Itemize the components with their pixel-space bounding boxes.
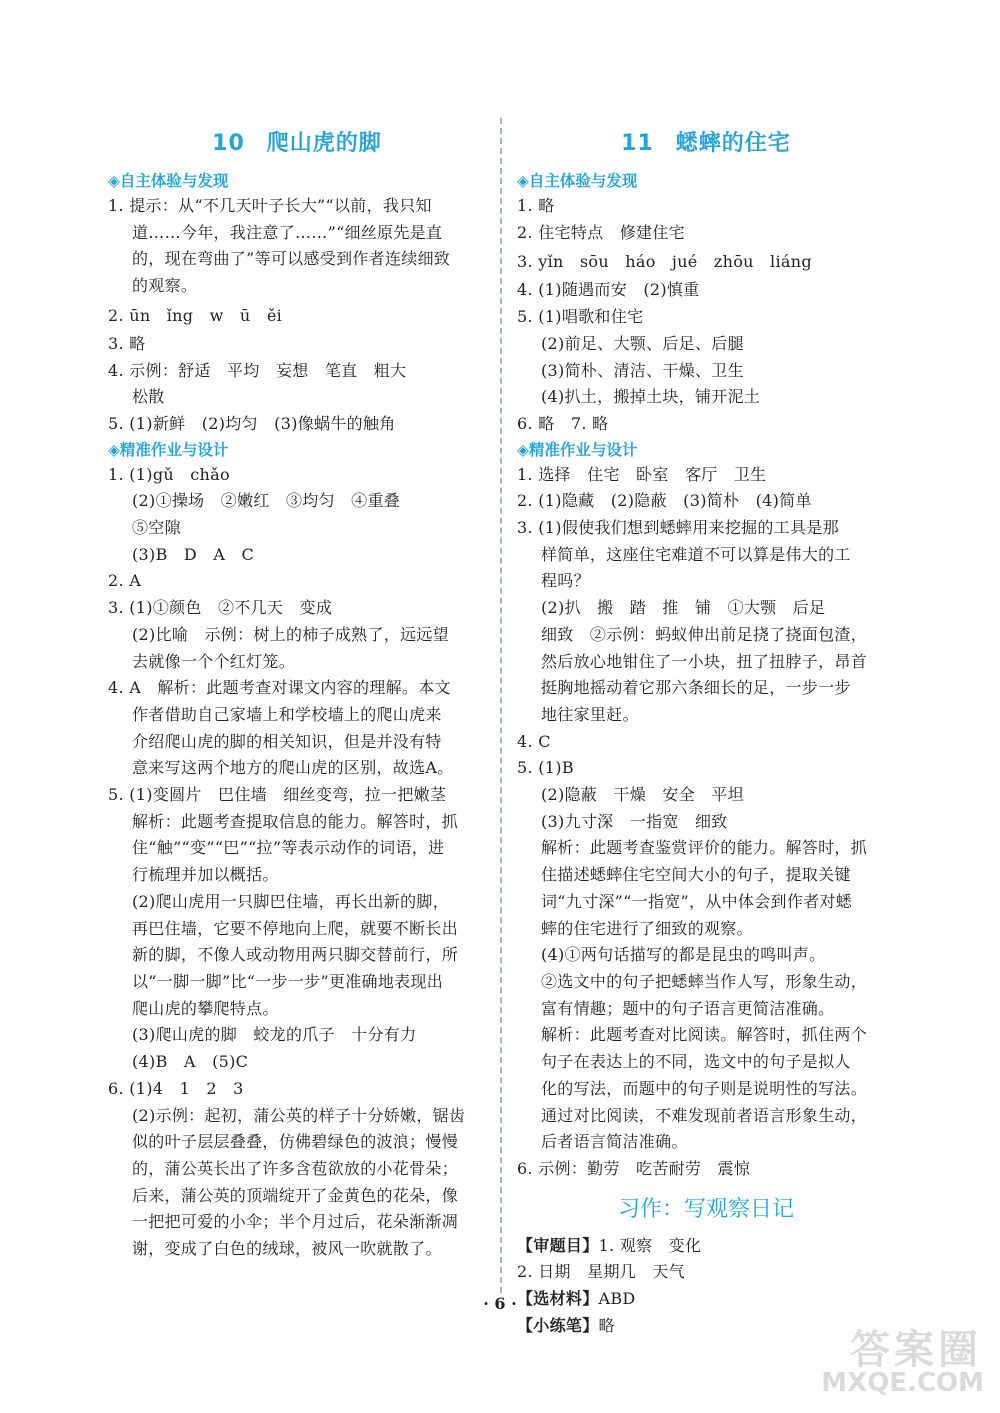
writing-answer-line	[517, 1233, 895, 1260]
section-heading: ◈自主体验与发现	[108, 172, 229, 190]
right-answers	[517, 169, 895, 1183]
answer-line: 样简单，这座住宅难道不可以算是伟大的工	[541, 544, 851, 564]
answer-line: (2)示例：起初，蒲公英的样子十分娇嫩，锯齿	[132, 1105, 466, 1125]
answer-line: 6. 示例：勤劳 吃苦耐劳 震惊	[517, 1158, 751, 1178]
answer-line: (3)九寸深 一指宽 细致	[541, 811, 728, 831]
answer-line: 解析：此题考查鉴赏评价的能力。解答时，抓	[541, 838, 868, 858]
watermark-site-text: MXQE.COM	[821, 1368, 984, 1398]
answer-line: ②选文中的句子把蟋蟀当作人写，形象生动，	[541, 971, 868, 991]
answer-line: 介绍爬山虎的脚的相关知识，但是并没有特	[132, 731, 442, 751]
right-lesson-number: 11	[621, 131, 654, 156]
answer-line: (2)扒 搬 踏 推 铺 ①大颚 后足	[541, 598, 826, 618]
answer-line: 似的叶子层层叠叠，仿佛碧绿色的波浪；慢慢	[132, 1132, 459, 1152]
section-heading: ◈精准作业与设计	[517, 440, 638, 459]
answer-line: (4)①两句话描写的都是昆虫的鸣叫声。	[541, 945, 826, 965]
answer-line: 2. ūn ǐng w ū ěi	[108, 305, 283, 325]
answer-line: 然后放心地钳住了一小块，扭了扭脖子，昂首	[541, 651, 868, 671]
answer-line: 6. (1)4 1 2 3	[108, 1078, 244, 1098]
watermark-logo-text: 答案圈	[850, 1327, 982, 1373]
answer-line: (4)B A (5)C	[132, 1052, 249, 1072]
answer-line: 蟀的住宅进行了细致的观察。	[541, 918, 753, 938]
answer-line: 5. (1)B	[517, 758, 574, 778]
answer-line: 的观察。	[132, 276, 198, 296]
writing-answer-text: 1. 观察 变化	[598, 1235, 702, 1255]
left-lesson-number: 10	[212, 131, 245, 156]
answer-line: 的，蒲公英长出了许多含苞欲放的小花骨朵；	[132, 1158, 459, 1178]
answer-line: 新的脚，不像人或动物用两只脚交替前行，所	[132, 945, 459, 965]
answer-line: 地往家里赶。	[541, 704, 639, 724]
answer-line: (2)①操场 ②嫩红 ③均匀 ④重叠	[132, 491, 401, 511]
left-column	[108, 125, 486, 1263]
answer-line: 再巴住墙，它要不停地向上爬，就要不断长出	[132, 918, 459, 938]
answer-line: 谢，变成了白色的绒球，被风一吹就散了。	[132, 1239, 442, 1259]
answer-line: (3)爬山虎的脚 蛟龙的爪子 十分有力	[132, 1025, 417, 1045]
answer-line: 一把把可爱的小伞；半个月过后，花朵渐渐凋	[132, 1212, 459, 1232]
answer-line: 4. A 解析：此题考查对课文内容的理解。本文	[108, 678, 451, 698]
section-heading: ◈精准作业与设计	[108, 440, 229, 459]
answer-line: 3. (1)假使我们想到蟋蟀用来挖掘的工具是那	[517, 518, 839, 538]
answer-line: (2)隐蔽 干燥 安全 平坦	[541, 785, 744, 805]
answer-line: ⑤空隙	[132, 518, 181, 538]
answer-line: 1. 选择 住宅 卧室 客厅 卫生	[517, 464, 767, 484]
answer-line: 5. (1)新鲜 (2)均匀 (3)像蜗牛的触角	[108, 413, 396, 433]
answer-line: 1. 提示：从“不几天叶子长大”“以前，我只知	[108, 196, 432, 215]
watermark-logo	[778, 1318, 988, 1404]
answer-line: 句子在表达上的不同，选文中的句子是拟人	[541, 1052, 851, 1072]
writing-answer-text: ABD	[598, 1289, 636, 1309]
answer-line: 以“一脚一脚”比“一步一步”更准确地表现出	[132, 971, 444, 991]
answer-line: 挺胸地摇动着它那六条细长的足，一步一步	[541, 678, 851, 698]
right-column	[517, 125, 895, 1339]
writing-answer-text: 略	[598, 1315, 615, 1335]
answer-line: 富有情趣；题中的句子语言更简洁准确。	[541, 998, 835, 1018]
answer-line: 解析：此题考查对比阅读。解答时，抓住两个	[541, 1025, 868, 1045]
answer-line: (3)简朴、清洁、干燥、卫生	[541, 360, 744, 380]
writing-answer-text: 2. 日期 星期几 天气	[517, 1262, 685, 1282]
answer-line: 后者语言简洁准确。	[541, 1132, 688, 1152]
answer-line: 2. (1)隐藏 (2)隐蔽 (3)简朴 (4)简单	[517, 491, 812, 511]
page-number: · 6 ·	[483, 1294, 517, 1313]
writing-answer-line	[517, 1259, 895, 1286]
answer-line: 5. (1)唱歌和住宅	[517, 307, 644, 327]
writing-section-title: 习作：写观察日记	[617, 1196, 794, 1222]
answer-line: 去就像一个个红灯笼。	[132, 651, 296, 671]
answer-line: 1. (1)gǔ chǎo	[108, 464, 230, 484]
answer-line: 住描述蟋蟀住宅空间大小的句子，提取关键	[541, 865, 851, 885]
answer-line: (2)爬山虎用一只脚巴住墙，再长出新的脚，	[132, 891, 449, 911]
answer-line: 意来写这两个地方的爬山虎的区别，故选A。	[132, 758, 454, 778]
answer-line: 3. 略	[108, 333, 146, 353]
answer-line: 通过对比阅读，不难发现前者语言形象生动，	[541, 1105, 868, 1125]
answer-line: (2)前足、大颚、后足、后腿	[541, 333, 744, 353]
answer-line: 作者借助自己家墙上和学校墙上的爬山虎来	[132, 704, 442, 724]
answer-line: 松散	[132, 387, 165, 407]
answer-line: 5. (1)变圆片 巴住墙 细丝变弯，拉一把嫩茎	[108, 785, 447, 805]
answer-line: 词“九寸深”“一指宽”，从中体会到作者对蟋	[541, 891, 853, 911]
left-lesson-name: 爬山虎的脚	[266, 131, 382, 156]
answer-line: (3)B D A C	[132, 544, 255, 564]
answer-line: 4. C	[517, 731, 551, 751]
answer-line: 6. 略 7. 略	[517, 413, 609, 433]
answer-line: 1. 略	[517, 196, 555, 215]
answer-line: 细致 ②示例：蚂蚁伸出前足挠了挠面包渣，	[541, 624, 868, 644]
left-lesson-title	[108, 125, 486, 169]
answer-line: (2)比喻 示例：树上的柿子成熟了，远远望	[132, 624, 449, 644]
answer-line: 住“触”“变”“巴”“拉”等表示动作的词语，进	[132, 838, 445, 858]
answer-line: 4. 示例：舒适 平均 妄想 笔直 粗大	[108, 360, 407, 380]
answer-line: 4. (1)随遇而安 (2)慎重	[517, 280, 700, 300]
answer-line: 程吗？	[541, 571, 590, 591]
writing-answer-label: 【小练笔】	[517, 1315, 599, 1335]
answer-line: 爬山虎的攀爬特点。	[132, 998, 279, 1018]
answer-line: 道……今年，我注意了……”“细丝原先是直	[132, 222, 443, 242]
answer-line: 的，现在弯曲了”等可以感受到作者连续细致	[132, 249, 451, 269]
answer-line: (4)扒土，搬掉土块，铺开泥土	[541, 387, 761, 407]
section-heading: ◈自主体验与发现	[517, 172, 638, 190]
answer-line: 2. 住宅特点 修建住宅	[517, 222, 685, 242]
answer-line: 化的写法，而题中的句子则是说明性的写法。	[541, 1078, 868, 1098]
writing-answer-label: 【选材料】	[517, 1289, 599, 1309]
answer-line: 3. yǐn sōu háo jué zhōu liáng	[517, 252, 812, 272]
right-lesson-name: 蟋蟀的住宅	[675, 131, 791, 156]
column-divider	[500, 118, 502, 1293]
answer-line: 3. (1)①颜色 ②不几天 变成	[108, 598, 333, 618]
right-lesson-title	[517, 125, 895, 169]
answer-line: 后来，蒲公英的顶端绽开了金黄色的花朵，像	[132, 1185, 459, 1205]
answer-line: 行梳理并加以概括。	[132, 865, 279, 885]
answer-line: 解析：此题考查提取信息的能力。解答时，抓	[132, 811, 459, 831]
writing-answer-label: 【审题目】	[517, 1235, 599, 1255]
left-answers	[108, 169, 486, 1263]
answer-line: 2. A	[108, 571, 142, 591]
